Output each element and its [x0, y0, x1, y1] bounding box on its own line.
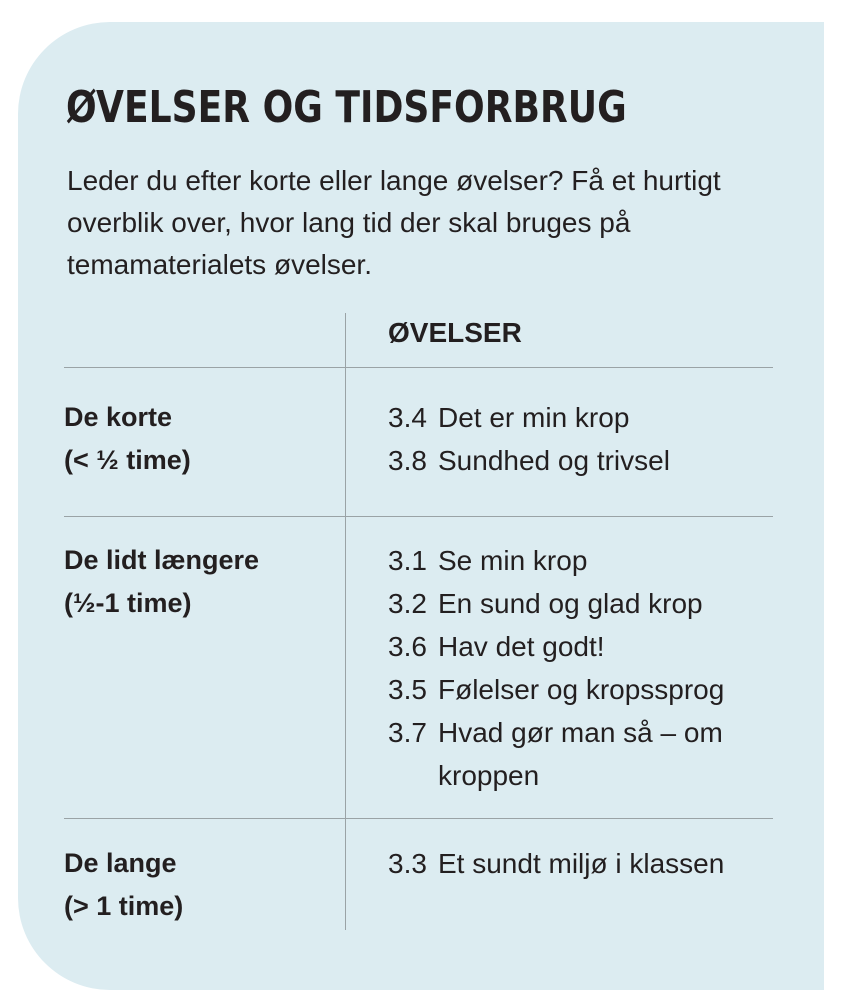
list-item: [388, 539, 778, 582]
exercise-title: Det er min krop: [438, 402, 630, 433]
exercise-title: Se min krop: [438, 545, 588, 576]
exercise-list-short: [388, 396, 778, 482]
row-label-title: De lange: [64, 848, 177, 878]
exercise-list-long: [388, 842, 778, 885]
exercise-title: Hav det godt!: [438, 631, 605, 662]
exercise-number: 3.4: [388, 402, 427, 433]
exercise-title: Et sundt miljø i klassen: [438, 848, 725, 879]
row-divider: [64, 516, 773, 517]
row-label-duration: (½-1 time): [64, 588, 192, 618]
list-item: [388, 625, 778, 668]
exercise-title: En sund og glad krop: [438, 588, 703, 619]
exercise-number: 3.6: [388, 631, 427, 662]
column-header-exercises: ØVELSER: [388, 317, 522, 348]
row-label-long: [64, 842, 334, 928]
exercise-title: Hvad gør man så – om kroppen: [438, 717, 723, 791]
exercise-title: Sundhed og trivsel: [438, 445, 670, 476]
exercise-title: Følelser og kropssprog: [438, 674, 725, 705]
list-item: [388, 396, 778, 439]
row-label-title: De korte: [64, 402, 173, 432]
list-item: [388, 439, 778, 482]
row-label-medium: [64, 539, 334, 625]
list-item: [388, 842, 778, 885]
exercise-number: 3.8: [388, 445, 427, 476]
exercise-number: 3.7: [388, 717, 427, 748]
page-title: ØVELSER OG TIDSFORBRUG: [66, 82, 627, 133]
row-label-duration: (> 1 time): [64, 891, 184, 921]
column-divider: [345, 313, 346, 930]
exercise-list-medium: [388, 539, 778, 797]
row-label-duration: (< ½ time): [64, 445, 191, 475]
row-label-title: De lidt længere: [64, 545, 260, 575]
exercise-number: 3.3: [388, 848, 427, 879]
list-item: [388, 582, 778, 625]
list-item: [388, 668, 778, 711]
list-item: [388, 711, 778, 797]
exercise-number: 3.2: [388, 588, 427, 619]
exercise-number: 3.5: [388, 674, 427, 705]
exercise-time-table: [64, 313, 773, 931]
row-divider: [64, 367, 773, 368]
row-label-short: [64, 396, 334, 482]
exercise-number: 3.1: [388, 545, 427, 576]
intro-text: Leder du efter korte eller lange øvelser? Få et hurtigt overblik over, hvor lang tid der skal bruges på temamaterialets øvelser.: [67, 165, 721, 280]
row-divider: [64, 818, 773, 819]
